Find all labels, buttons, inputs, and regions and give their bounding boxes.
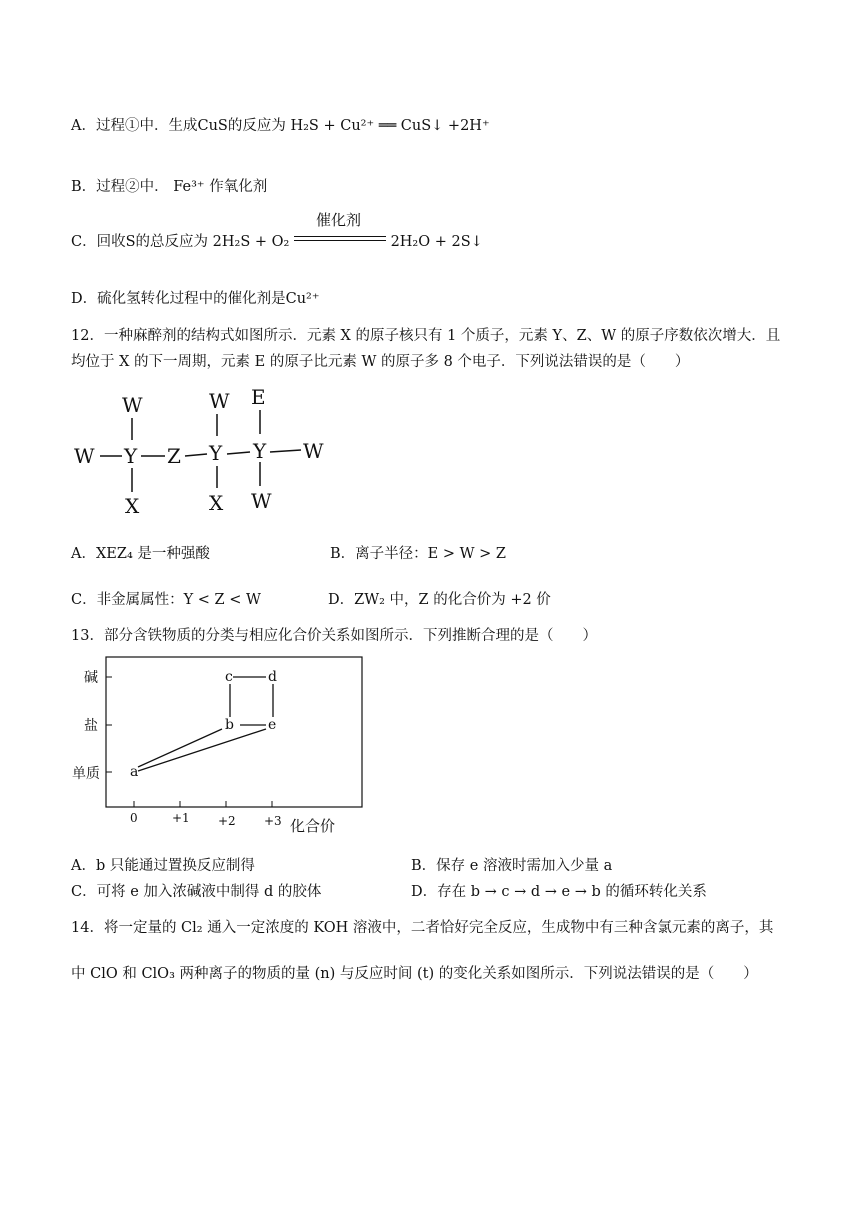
q12-stem-line2: 均位于 X 的下一周期，元素 E 的原子比元素 W 的原子多 8 个电子．下列说法错误的是（ ） (71, 354, 690, 370)
atom-y-2: Y (209, 441, 223, 465)
y-label-element: 单质 (72, 766, 100, 782)
x-axis-title: 化合价 (290, 817, 336, 835)
q12-option-a: A．XEZ₄ 是一种强酸 (71, 546, 210, 562)
atom-x-1: X (125, 494, 140, 518)
q11-option-c: C．回收S的总反应为 2H₂S + O₂ 催化剂 2H₂O + 2S↓ (71, 211, 483, 250)
atom-w-top-2: E (251, 388, 266, 409)
point-e: e (268, 717, 277, 733)
q12-option-c: C．非金属属性：Y < Z < W (71, 592, 261, 608)
y-label-base: 碱 (84, 670, 98, 686)
structure-atoms (74, 388, 324, 518)
y-label-salt: 盐 (84, 718, 98, 734)
q11-a-equation: H₂S + Cu²⁺ ══ CuS↓ +2H⁺ (290, 118, 490, 134)
q11-option-a: A．过程①中．生成CuS的反应为 H₂S + Cu²⁺ ══ CuS↓ +2H⁺ (71, 118, 490, 134)
atom-x-2: X (209, 491, 224, 515)
q13-option-b: B．保存 e 溶液时需加入少量 a (411, 858, 613, 874)
q11-option-d: D．硫化氢转化过程中的催化剂是Cu²⁺ (71, 291, 320, 307)
structural-formula (70, 388, 340, 518)
point-b: b (225, 717, 234, 733)
x-tick-0: 0 (130, 811, 138, 825)
atom-y-1: Y (124, 444, 138, 468)
atom-w-bottom: W (251, 489, 272, 513)
q12-option-d: D．ZW₂ 中，Z 的化合价为 +2 价 (328, 592, 551, 608)
point-d: d (268, 669, 277, 685)
catalyst-arrow (294, 211, 386, 252)
atom-e-top: W (209, 389, 230, 413)
atom-w-right: W (303, 439, 324, 463)
x-tick-2: +2 (218, 814, 236, 828)
q13-option-c: C．可将 e 加入浓碱液中制得 d 的胶体 (71, 884, 322, 900)
q13-stem: 13．部分含铁物质的分类与相应化合价关系如图所示．下列推断合理的是（ ） (71, 628, 597, 644)
q13-option-a: A．b 只能通过置换反应制得 (71, 858, 255, 874)
point-c: c (225, 669, 233, 685)
q14-stem-line1: 14．将一定量的 Cl₂ 通入一定浓度的 KOH 溶液中，二者恰好完全反应，生成物中有三种含氯元素的离子，其 (71, 920, 774, 936)
q13-option-d: D．存在 b → c → d → e → b 的循环转化关系 (411, 884, 707, 900)
q11-option-b: B．过程②中． Fe³⁺ 作氧化剂 (71, 179, 268, 195)
x-tick-3: +3 (264, 814, 282, 828)
q14-stem-line2: 中 ClO 和 ClO₃ 两种离子的物质的量 (n) 与反应时间 (t) 的变化关系如图所示．下列说法错误的是（ ） (71, 966, 758, 982)
atom-w-left: W (74, 444, 95, 468)
catalyst-label: 催化剂 (315, 211, 361, 229)
atom-z: Z (167, 444, 181, 468)
iron-valence-chart (70, 655, 370, 840)
atom-w-top-1: W (122, 393, 143, 417)
chart-frame (106, 657, 362, 807)
atom-y-3: Y (253, 439, 267, 463)
x-tick-1: +1 (172, 811, 190, 825)
point-a: a (130, 764, 139, 780)
q12-stem-line1: 12．一种麻醉剂的结构式如图所示．元素 X 的原子核只有 1 个质子，元素 Y、Z、W 的原子序数依次增大．且 (71, 328, 781, 344)
q12-option-b: B．离子半径：E > W > Z (330, 546, 506, 562)
